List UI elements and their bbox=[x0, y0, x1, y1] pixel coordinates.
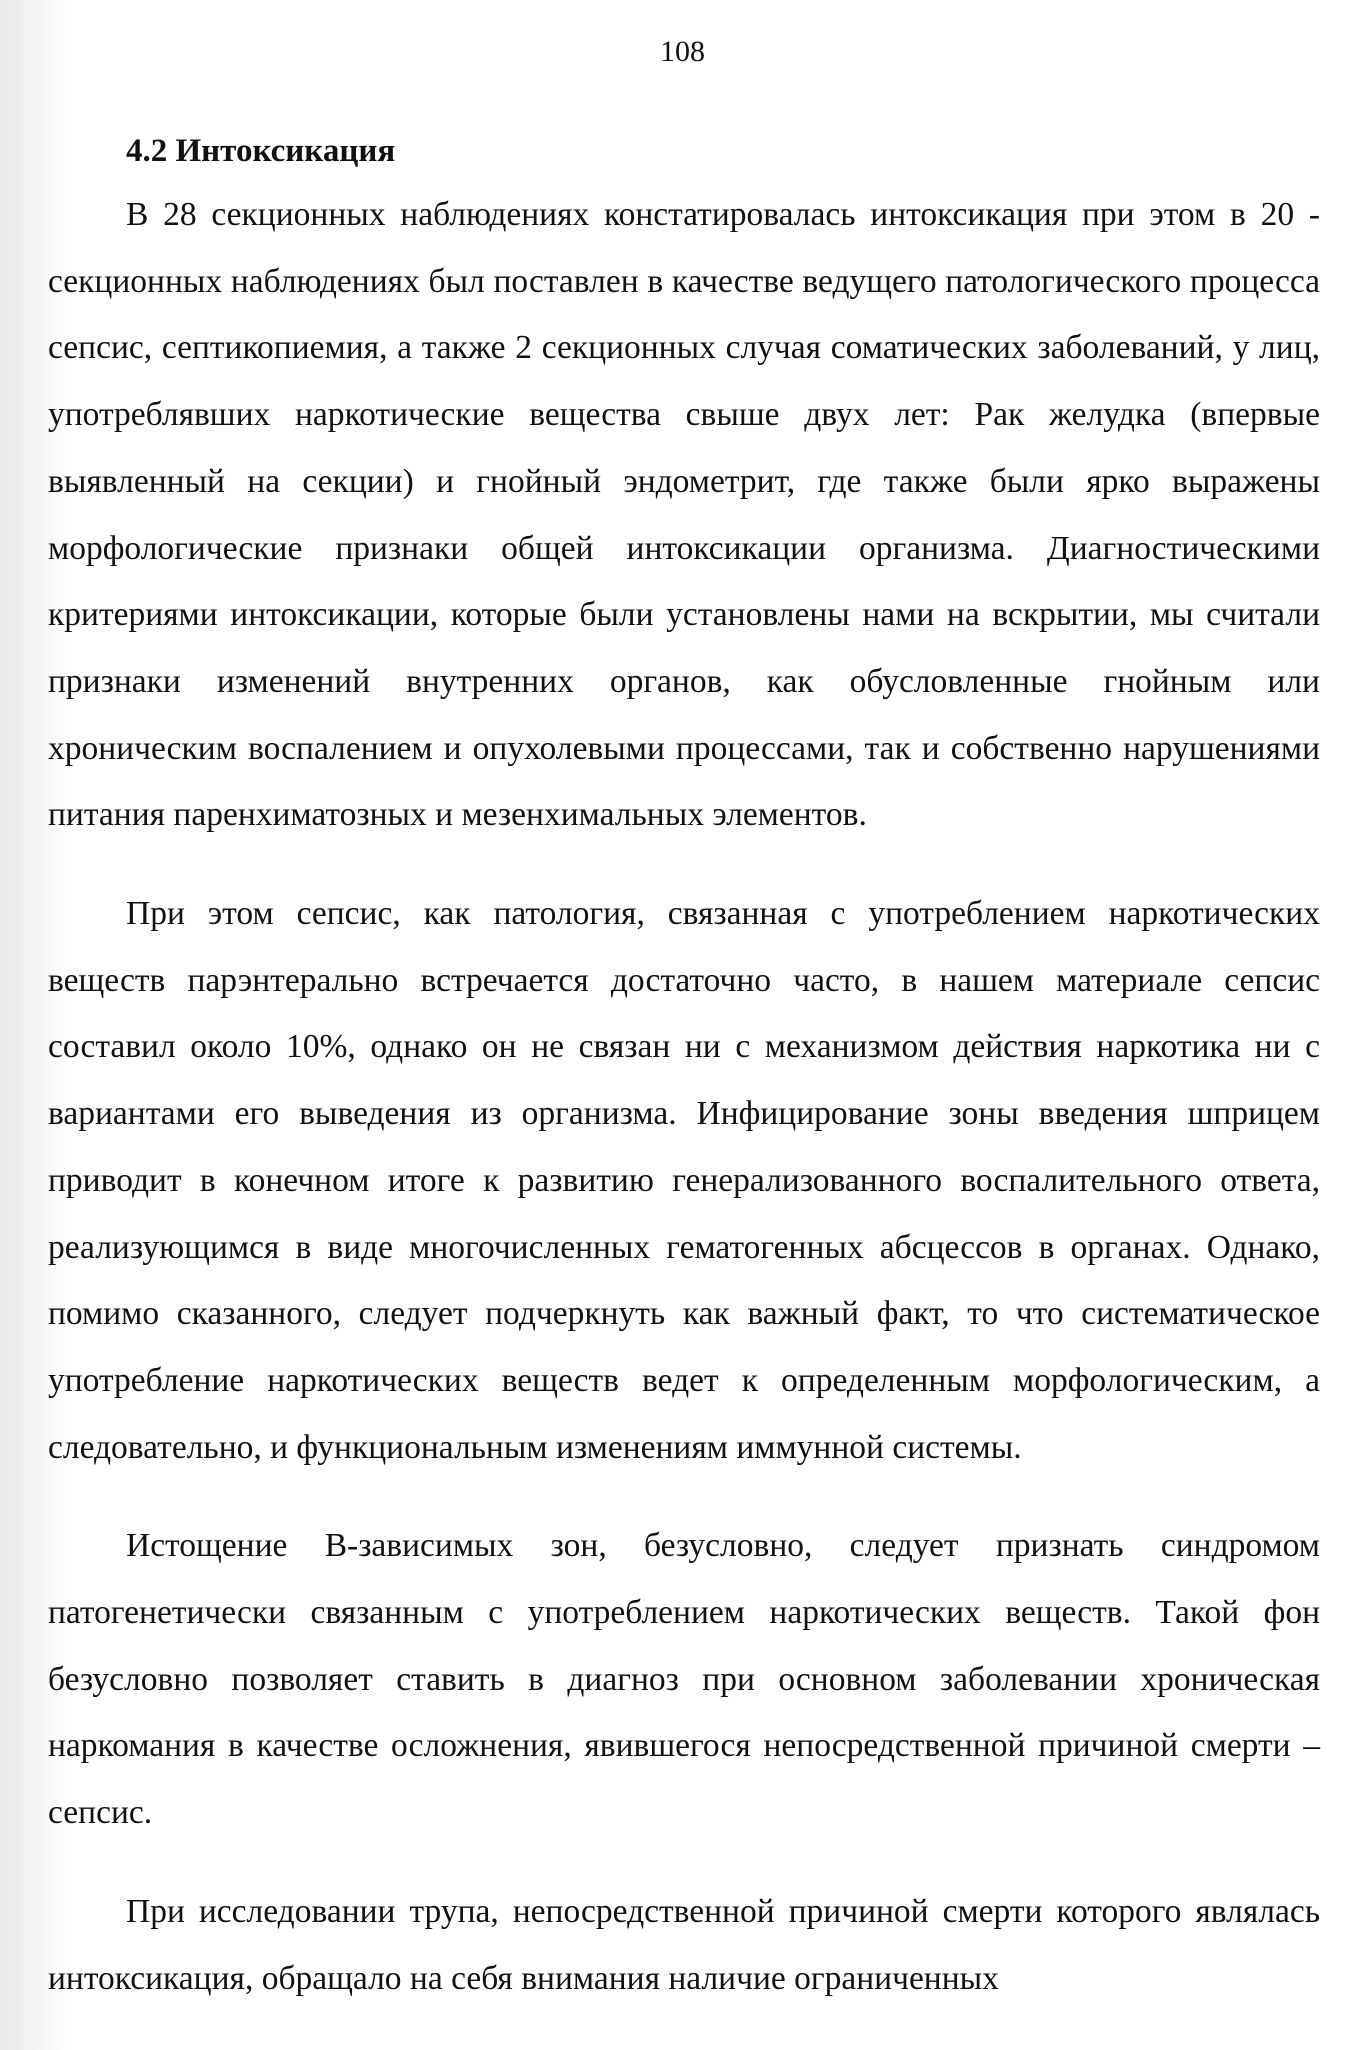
paragraph-sepsis: При этом сепсис, как патология, связанная с употреблением наркотических веществ парэнтерально встречается достаточно часто, в нашем материале сепсис составил около 10%, однако он не связан ни с механизмом действия наркотика ни с вариантами его выведения из организма. Инфицирование зоны введения шприцем приводит в конечном итоге к развитию генерализованного воспалительного ответа, реализующимся в виде многочисленных гематогенных абсцессов в органах. Однако, помимо сказанного, следует подчеркнуть как важный факт, то что систематическое употребление наркотических веществ ведет к определенным морфологическим, а следовательно, и функциональным изменениям иммунной системы. bbox=[48, 895, 1320, 1466]
section-heading: 4.2 Интоксикация bbox=[126, 133, 396, 169]
paragraph-b-zones: Истощение В-зависимых зон, безусловно, следует признать синдромом патогенетически связанным с употреблением наркотических веществ. Такой фон безусловно позволяет ставить в диагноз при основном заболевании хроническая наркомания в качестве осложнения, явившегося непосредственной причиной смерти – сепсис. bbox=[48, 1527, 1320, 1832]
page-number: 108 bbox=[660, 35, 705, 68]
paragraph-intoxication-cases: В 28 секционных наблюдениях констатировалась интоксикация при этом в 20 - секционных наблюдениях был поставлен в качестве ведущего патологического процесса сепсис, септикопиемия, а также 2 секционных случая соматических заболеваний, у лиц, употреблявших наркотические вещества свыше двух лет: Рак желудка (впервые выявленный на секции) и гнойный эндометрит, где также были ярко выражены морфологические признаки общей интоксикации организма. Диагностическими критериями интоксикации, которые были установлены нами на вскрытии, мы считали признаки изменений внутренних органов, как обусловленные гнойным или хроническим воспалением и опухолевыми процессами, так и собственно нарушениями питания паренхиматозных и мезенхимальных элементов. bbox=[48, 196, 1320, 834]
document-body bbox=[48, 128, 1320, 2036]
paragraph-corpse-study: При исследовании трупа, непосредственной причиной смерти которого являлась интоксикация, обращало на себя внимания наличие ограниченных bbox=[48, 1892, 1320, 1997]
